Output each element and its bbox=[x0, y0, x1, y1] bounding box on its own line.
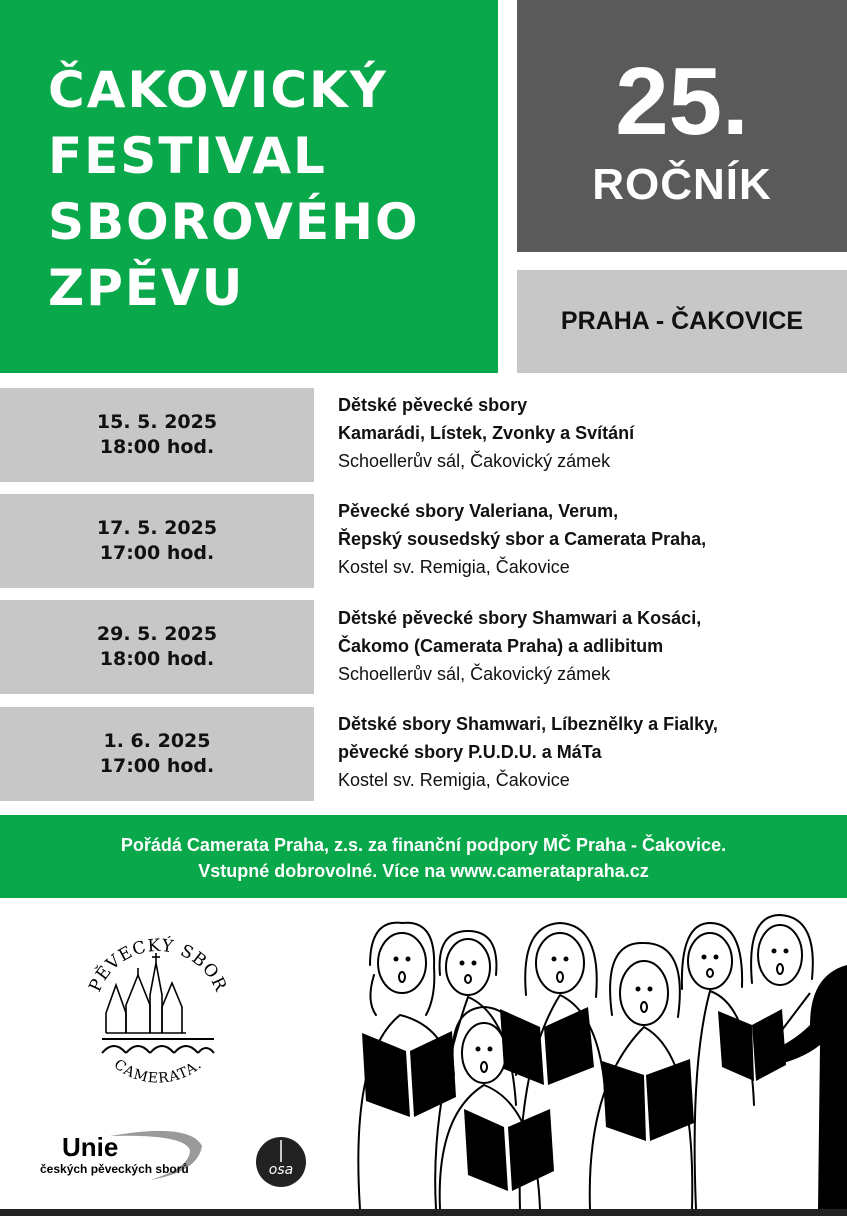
event-description bbox=[338, 604, 838, 688]
event-line-1: Dětské sbory Shamwari, Líbeznělky a Fialky, bbox=[338, 714, 718, 734]
event-line-2: Řepský sousedský sbor a Camerata Praha, bbox=[338, 529, 707, 549]
svg-text:PĚVECKÝ SBOR bbox=[85, 935, 230, 995]
event-date-box bbox=[0, 388, 314, 482]
choir-illustration bbox=[340, 905, 847, 1209]
title-line-1: ČAKOVICKÝ bbox=[48, 61, 388, 119]
event-time: 17:00 hod. bbox=[99, 542, 215, 564]
camerata-logo bbox=[78, 935, 238, 1095]
bottom-bar bbox=[0, 1209, 847, 1216]
event-time: 18:00 hod. bbox=[99, 436, 215, 458]
title-line-2: FESTIVAL bbox=[48, 127, 327, 185]
organizer-text: Pořádá Camerata Praha, z.s. za finanční podpory MČ Praha - Čakovice. bbox=[120, 835, 727, 855]
festival-title-block bbox=[0, 0, 498, 373]
event-date: 17. 5. 2025 bbox=[96, 517, 218, 539]
event-venue: Kostel sv. Remigia, Čakovice bbox=[338, 557, 570, 577]
event-date: 29. 5. 2025 bbox=[96, 623, 218, 645]
event-time: 18:00 hod. bbox=[99, 648, 215, 670]
unie-title: Unie bbox=[62, 1132, 119, 1162]
event-venue: Schoellerův sál, Čakovický zámek bbox=[338, 664, 611, 684]
event-description bbox=[338, 391, 838, 475]
event-line-2: Kamarádi, Lístek, Zvonky a Svítání bbox=[338, 423, 635, 443]
bridge-icon bbox=[102, 1039, 214, 1053]
svg-text:CAMERATA. bbox=[111, 1056, 205, 1086]
edition-block bbox=[517, 0, 847, 252]
event-venue: Schoellerův sál, Čakovický zámek bbox=[338, 451, 611, 471]
info-band bbox=[0, 815, 847, 898]
event-line-1: Pěvecké sbory Valeriana, Verum, bbox=[338, 501, 619, 521]
camerata-logo-bottom-text: CAMERATA. bbox=[110, 1056, 206, 1087]
event-line-1: Dětské pěvecké sbory Shamwari a Kosáci, bbox=[338, 608, 702, 628]
admission-text: Vstupné dobrovolné. Více na www.cameratapraha.cz bbox=[198, 861, 649, 881]
event-date-box bbox=[0, 494, 314, 588]
edition-number: 25. bbox=[615, 48, 749, 155]
osa-logo bbox=[255, 1136, 307, 1188]
event-date: 1. 6. 2025 bbox=[103, 730, 211, 752]
event-line-2: Čakomo (Camerata Praha) a adlibitum bbox=[338, 636, 664, 656]
location-block bbox=[517, 270, 847, 373]
event-venue: Kostel sv. Remigia, Čakovice bbox=[338, 770, 570, 790]
edition-word: ROČNÍK bbox=[592, 160, 772, 209]
event-description bbox=[338, 710, 838, 794]
event-line-1: Dětské pěvecké sbory bbox=[338, 395, 528, 415]
location-text: PRAHA - ČAKOVICE bbox=[560, 307, 804, 335]
event-date-box bbox=[0, 707, 314, 801]
unie-logo bbox=[40, 1128, 240, 1188]
event-line-2: pěvecké sbory P.U.D.U. a MáTa bbox=[338, 742, 602, 762]
title-line-3: SBOROVÉHO bbox=[48, 193, 420, 251]
osa-logo-text: osa bbox=[268, 1162, 294, 1178]
event-date-box bbox=[0, 600, 314, 694]
unie-subtitle: českých pěveckých sborů bbox=[40, 1162, 189, 1176]
event-date: 15. 5. 2025 bbox=[96, 411, 218, 433]
event-description bbox=[338, 497, 838, 581]
event-time: 17:00 hod. bbox=[99, 755, 215, 777]
title-line-4: ZPĚVU bbox=[48, 259, 245, 317]
camerata-logo-top-text: PĚVECKÝ SBOR bbox=[85, 935, 231, 995]
